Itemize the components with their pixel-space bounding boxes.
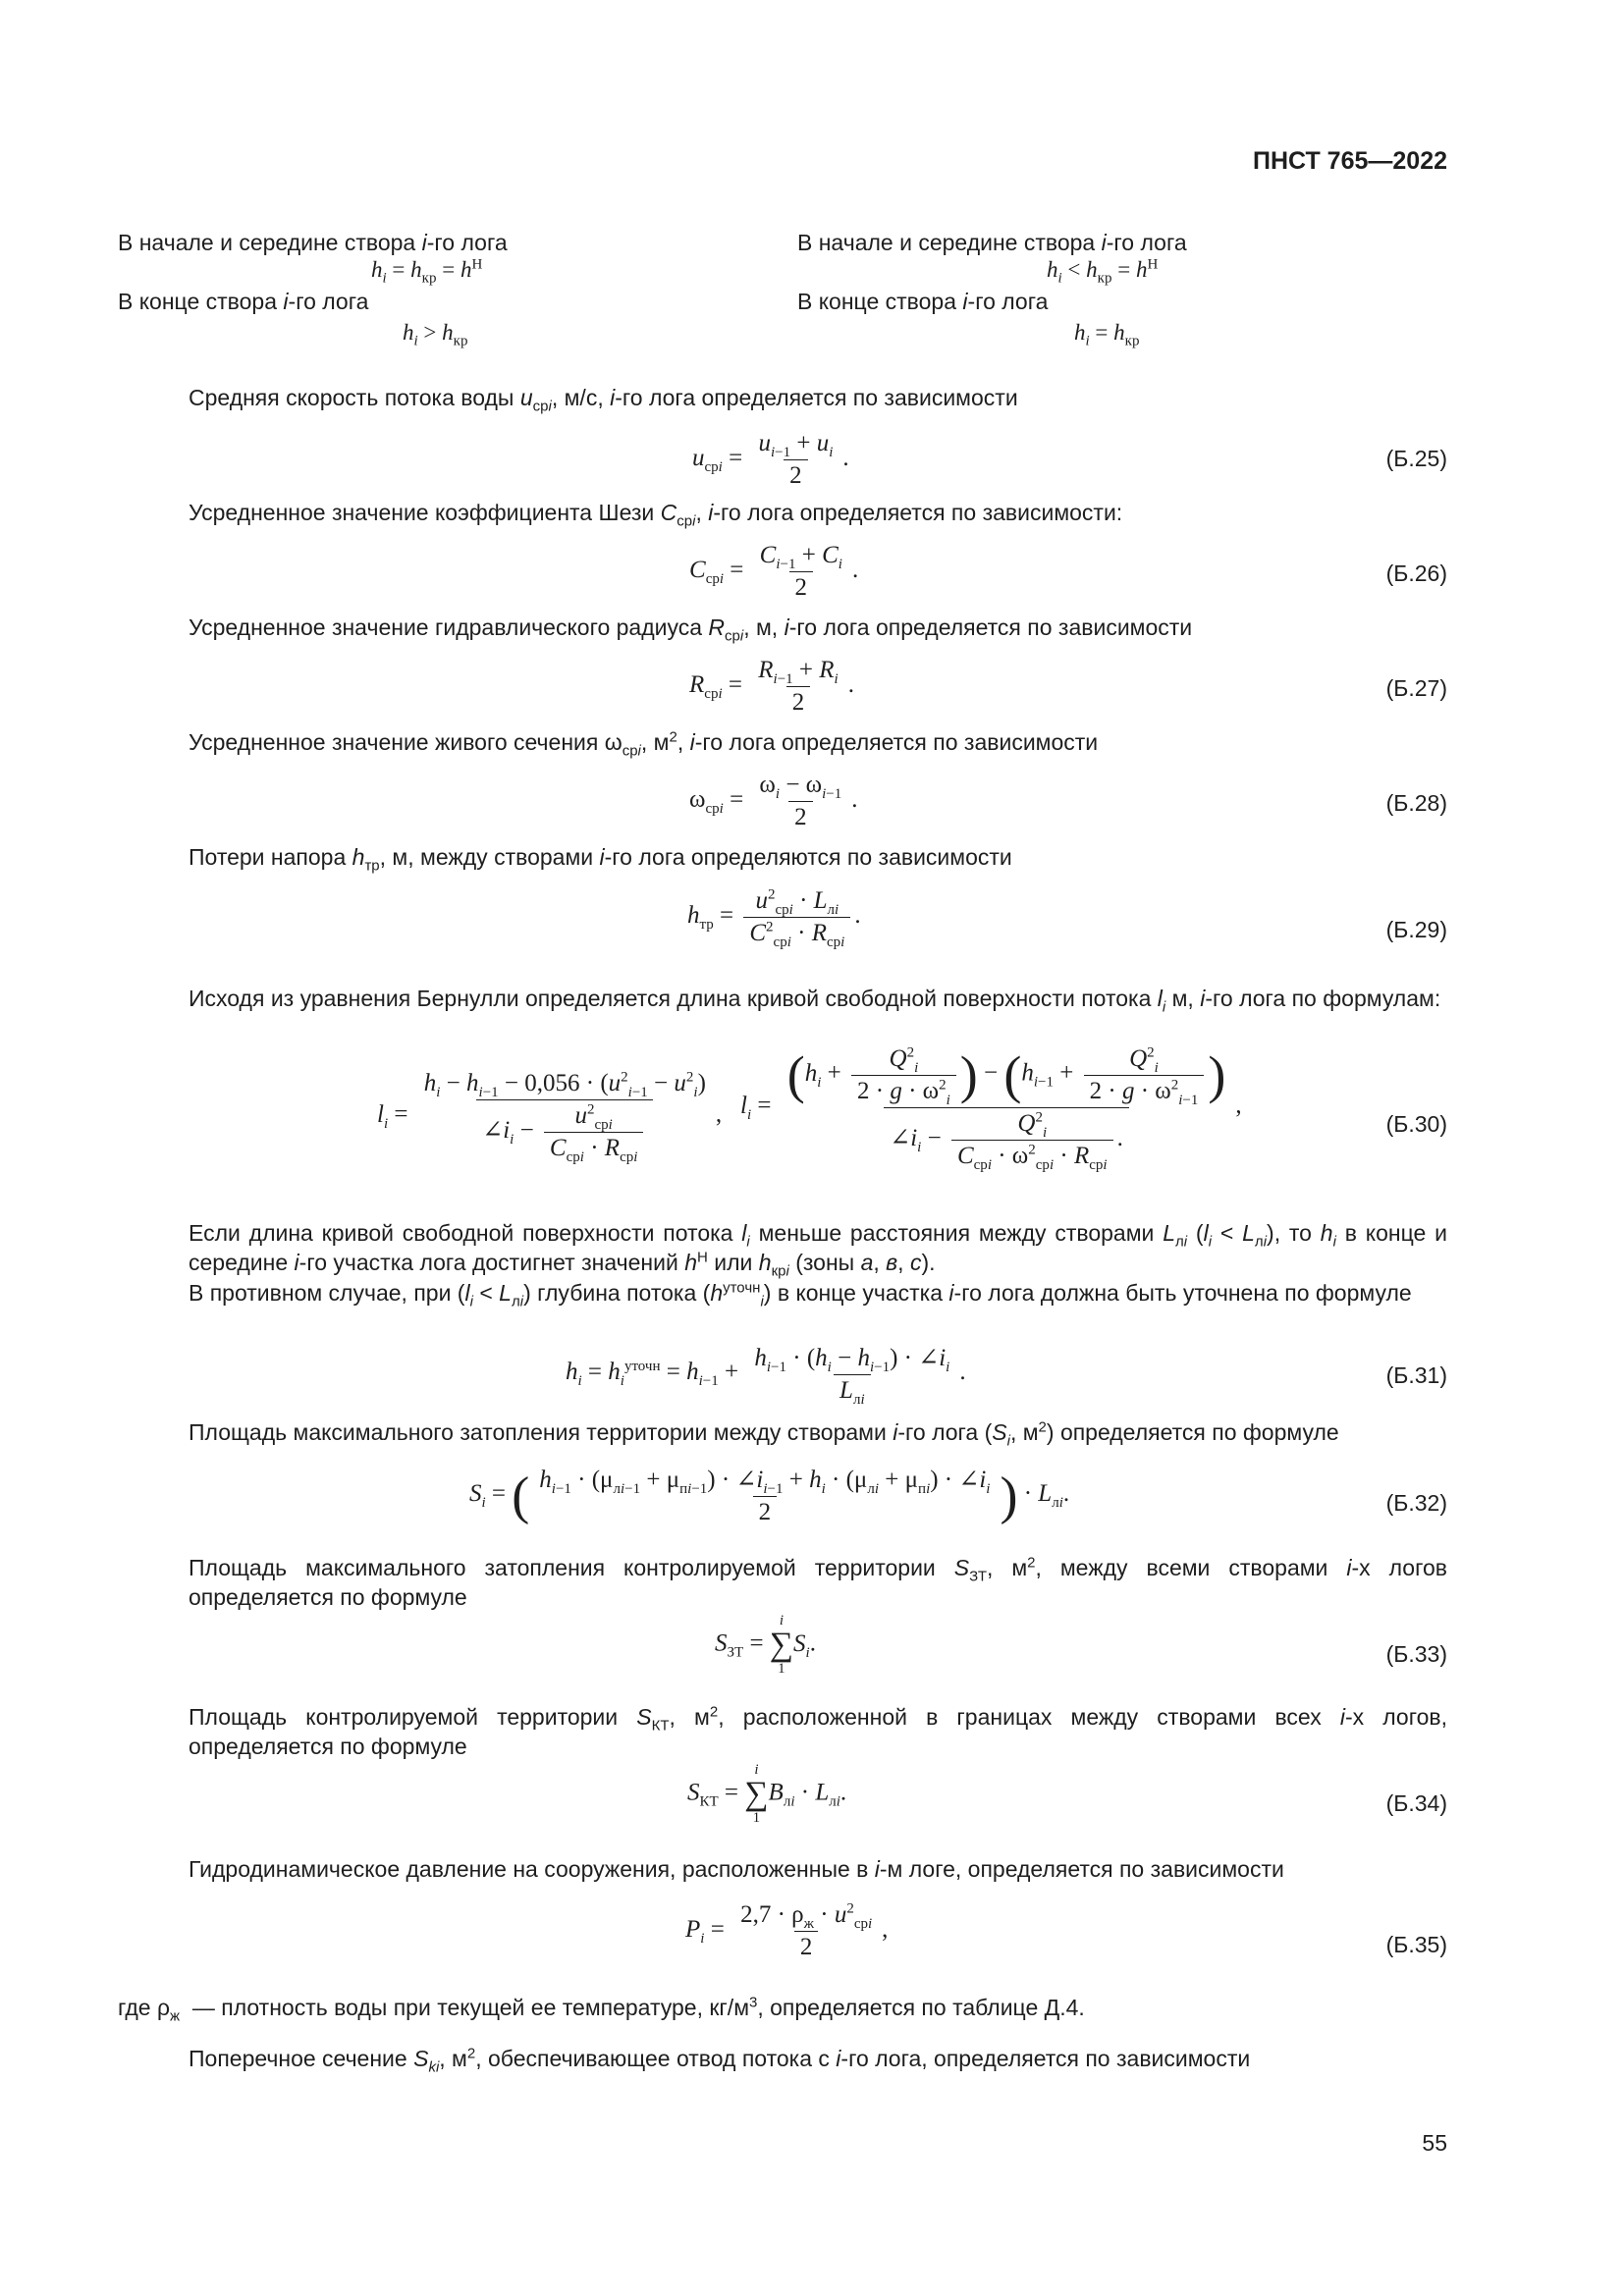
formula-number-b29: (Б.29) — [1385, 917, 1447, 942]
formula-b29: $h_{тр}$ = $\frac{u^2_{срi} \cdot L_{лi}}{C^2_{срi} \cdot R_{срi}}$ . — [687, 886, 861, 950]
formula-b35: $P_i$ = $\frac{2,7 \cdot \rho_ж \cdot u^2_{срi}}{2}$ , — [685, 1900, 889, 1960]
document-code: ПНСТ 765—2022 — [1253, 147, 1447, 175]
formula-number-b26: (Б.26) — [1385, 561, 1447, 586]
paragraph-b26: Усредненное значение коэффициента Шези $C_{срi}$, i-го лога определяется по зависимости: — [189, 500, 1123, 530]
paragraph-b25: Средняя скорость потока воды $u_{срi}$, м/с, i-го лога определяется по зависимости — [189, 385, 1018, 415]
zone-right-line1: В начале и середине створа i-го лога — [797, 230, 1187, 255]
formula-b30b: $l_i$ = ($h_i$ + $\frac{Q^2_i}{2 \cdot g \cdot \omega^2_i}$ ) − ($h_{i-1}$ + $\frac{Q^2_i}{2 \cdot g \cdot \omega^2_{i-1}}$ ) $\angle i_i$ − $\frac{Q^2_i}{C_{срi} \cdot \omega^2_{срi} \cdot R_{срi}}$ . , — [740, 1044, 1242, 1173]
formula-number-b33: (Б.33) — [1385, 1641, 1447, 1667]
formula-number-b27: (Б.27) — [1385, 675, 1447, 701]
paragraph-b30: Исходя из уравнения Бернулли определяется длина кривой свободной поверхности потока $l_i$ м, i-го лога по формулам: — [189, 986, 1441, 1016]
formula-number-b32: (Б.32) — [1385, 1490, 1447, 1516]
paragraph-b34: Площадь контролируемой территории $S_{КТ}$, $м^2$, расположенной в границах между створами всех i-х логов, определяется по формуле — [189, 1703, 1448, 1759]
zone-right-formula1: $h_i < h_{кр} = h^Н$ — [1047, 256, 1159, 287]
paragraph-b33: Площадь максимального затопления контролируемой территории $S_{ЗТ}$, $м^2$, между всеми створами i-х логов определяется по формуле — [189, 1554, 1447, 1610]
formula-b34: $S_{КТ}$ = i ∑ 1 $B_{лi} \cdot L_{лi}$. — [687, 1762, 847, 1826]
zone-left-formula1: $h_i = h_{кр} = h^Н$ — [371, 256, 483, 287]
paragraph-b32: Площадь максимального затопления территории между створами i-го лога ($S_i$, $м^2$) определяется по формуле — [189, 1418, 1339, 1450]
formula-b28: $\omega_{срi}$ = $\frac{\omega_i - \omega_{i-1}}{2}$ . — [689, 772, 858, 830]
zone-right-line2: В конце створа i-го лога — [797, 289, 1049, 314]
formula-number-b25: (Б.25) — [1385, 446, 1447, 471]
zone-right-formula2: $h_i = h_{кр}$ — [1074, 320, 1140, 349]
formula-number-b34: (Б.34) — [1385, 1790, 1447, 1816]
page-number: 55 — [1422, 2130, 1447, 2156]
zone-left-formula2: $h_i > h_{кр}$ — [403, 320, 468, 349]
formula-b33: $S_{ЗТ}$ = i ∑ 1 $S_i$. — [715, 1613, 816, 1677]
formula-b26: $C_{срi}$ = $\frac{C_{i-1} + C_i}{2}$ . — [689, 542, 859, 601]
formula-b25: $u_{срi}$ = $\frac{u_{i-1} + u_i}{2}$ . — [692, 430, 849, 489]
paragraph-b30-condition: Если длина кривой свободной поверхности потока $l_i$ меньше расстояния между створами $L_{лi}$ $(l_i < L_{лi})$, то $h_i$ в конце и середине i-го участка лога достигнет значений $h^Н$ или $h_{крi}$ (зоны а, в, с). — [189, 1220, 1447, 1280]
paragraph-ski: Поперечное сечение $S_{ki}$, $м^2$, обеспечивающее отвод потока с i-го лога, определяется по зависимости — [189, 2045, 1251, 2076]
zone-left-line1: В начале и середине створа i-го лога — [118, 230, 508, 255]
paragraph-where-rho: где $\rho_ж$ — плотность воды при текущей ее температуре, $кг/м^3$, определяется по таблице Д.4. — [118, 1994, 1085, 2025]
paragraph-b35: Гидродинамическое давление на сооружения, расположенные в i-м логе, определяется по зависимости — [189, 1856, 1284, 1882]
zone-left-line2: В конце створа i-го лога — [118, 289, 369, 314]
paragraph-b28: Усредненное значение живого сечения $\omega_{срi}$, $м^2$, i-го лога определяется по зависимости — [189, 728, 1099, 760]
formula-b32: $S_i$ = ( $\frac{h_{i-1} \cdot (\mu_{лi-1} + \mu_{пi-1}) \cdot \angle i_{i-1} + h_i \cdot (\mu_{лi} + \mu_{пi}) \cdot \angle i_i}{2}$ ) · $L_{лi}$. — [469, 1466, 1070, 1525]
formula-b31: $h_i = h_i^{уточн} = h_{i-1}$ + $\frac{h_{i-1} \cdot (h_i - h_{i-1}) \cdot \angle i_i}{L_{лi}}$ . — [566, 1345, 966, 1408]
paragraph-b29: Потери напора $h_{тр}$, м, между створами i-го лога определяются по зависимости — [189, 844, 1012, 875]
formula-b30a: $l_i$ = $h_i - h_{i-1} - 0,056 \cdot (u^2_{i-1} - u^2_i)$ $\angle i_i$ − $\frac{u^2_{срi}}{C_{срi} \cdot R_{срi}}$ , — [377, 1069, 723, 1165]
formula-number-b31: (Б.31) — [1385, 1362, 1447, 1388]
paragraph-b27: Усредненное значение гидравлического радиуса $R_{срi}$, м, i-го лога определяется по зависимости — [189, 614, 1193, 645]
paragraph-b31: В противном случае, при $(l_i < L_{лi})$ глубина потока $(h^{уточн}_i)$ в конце участка i-го лога должна быть уточнена по формуле — [189, 1279, 1412, 1310]
formula-number-b30: (Б.30) — [1385, 1111, 1447, 1137]
formula-number-b35: (Б.35) — [1385, 1932, 1447, 1957]
formula-number-b28: (Б.28) — [1385, 790, 1447, 816]
formula-b27: $R_{срi}$ = $\frac{R_{i-1} + R_i}{2}$ . — [689, 657, 854, 716]
